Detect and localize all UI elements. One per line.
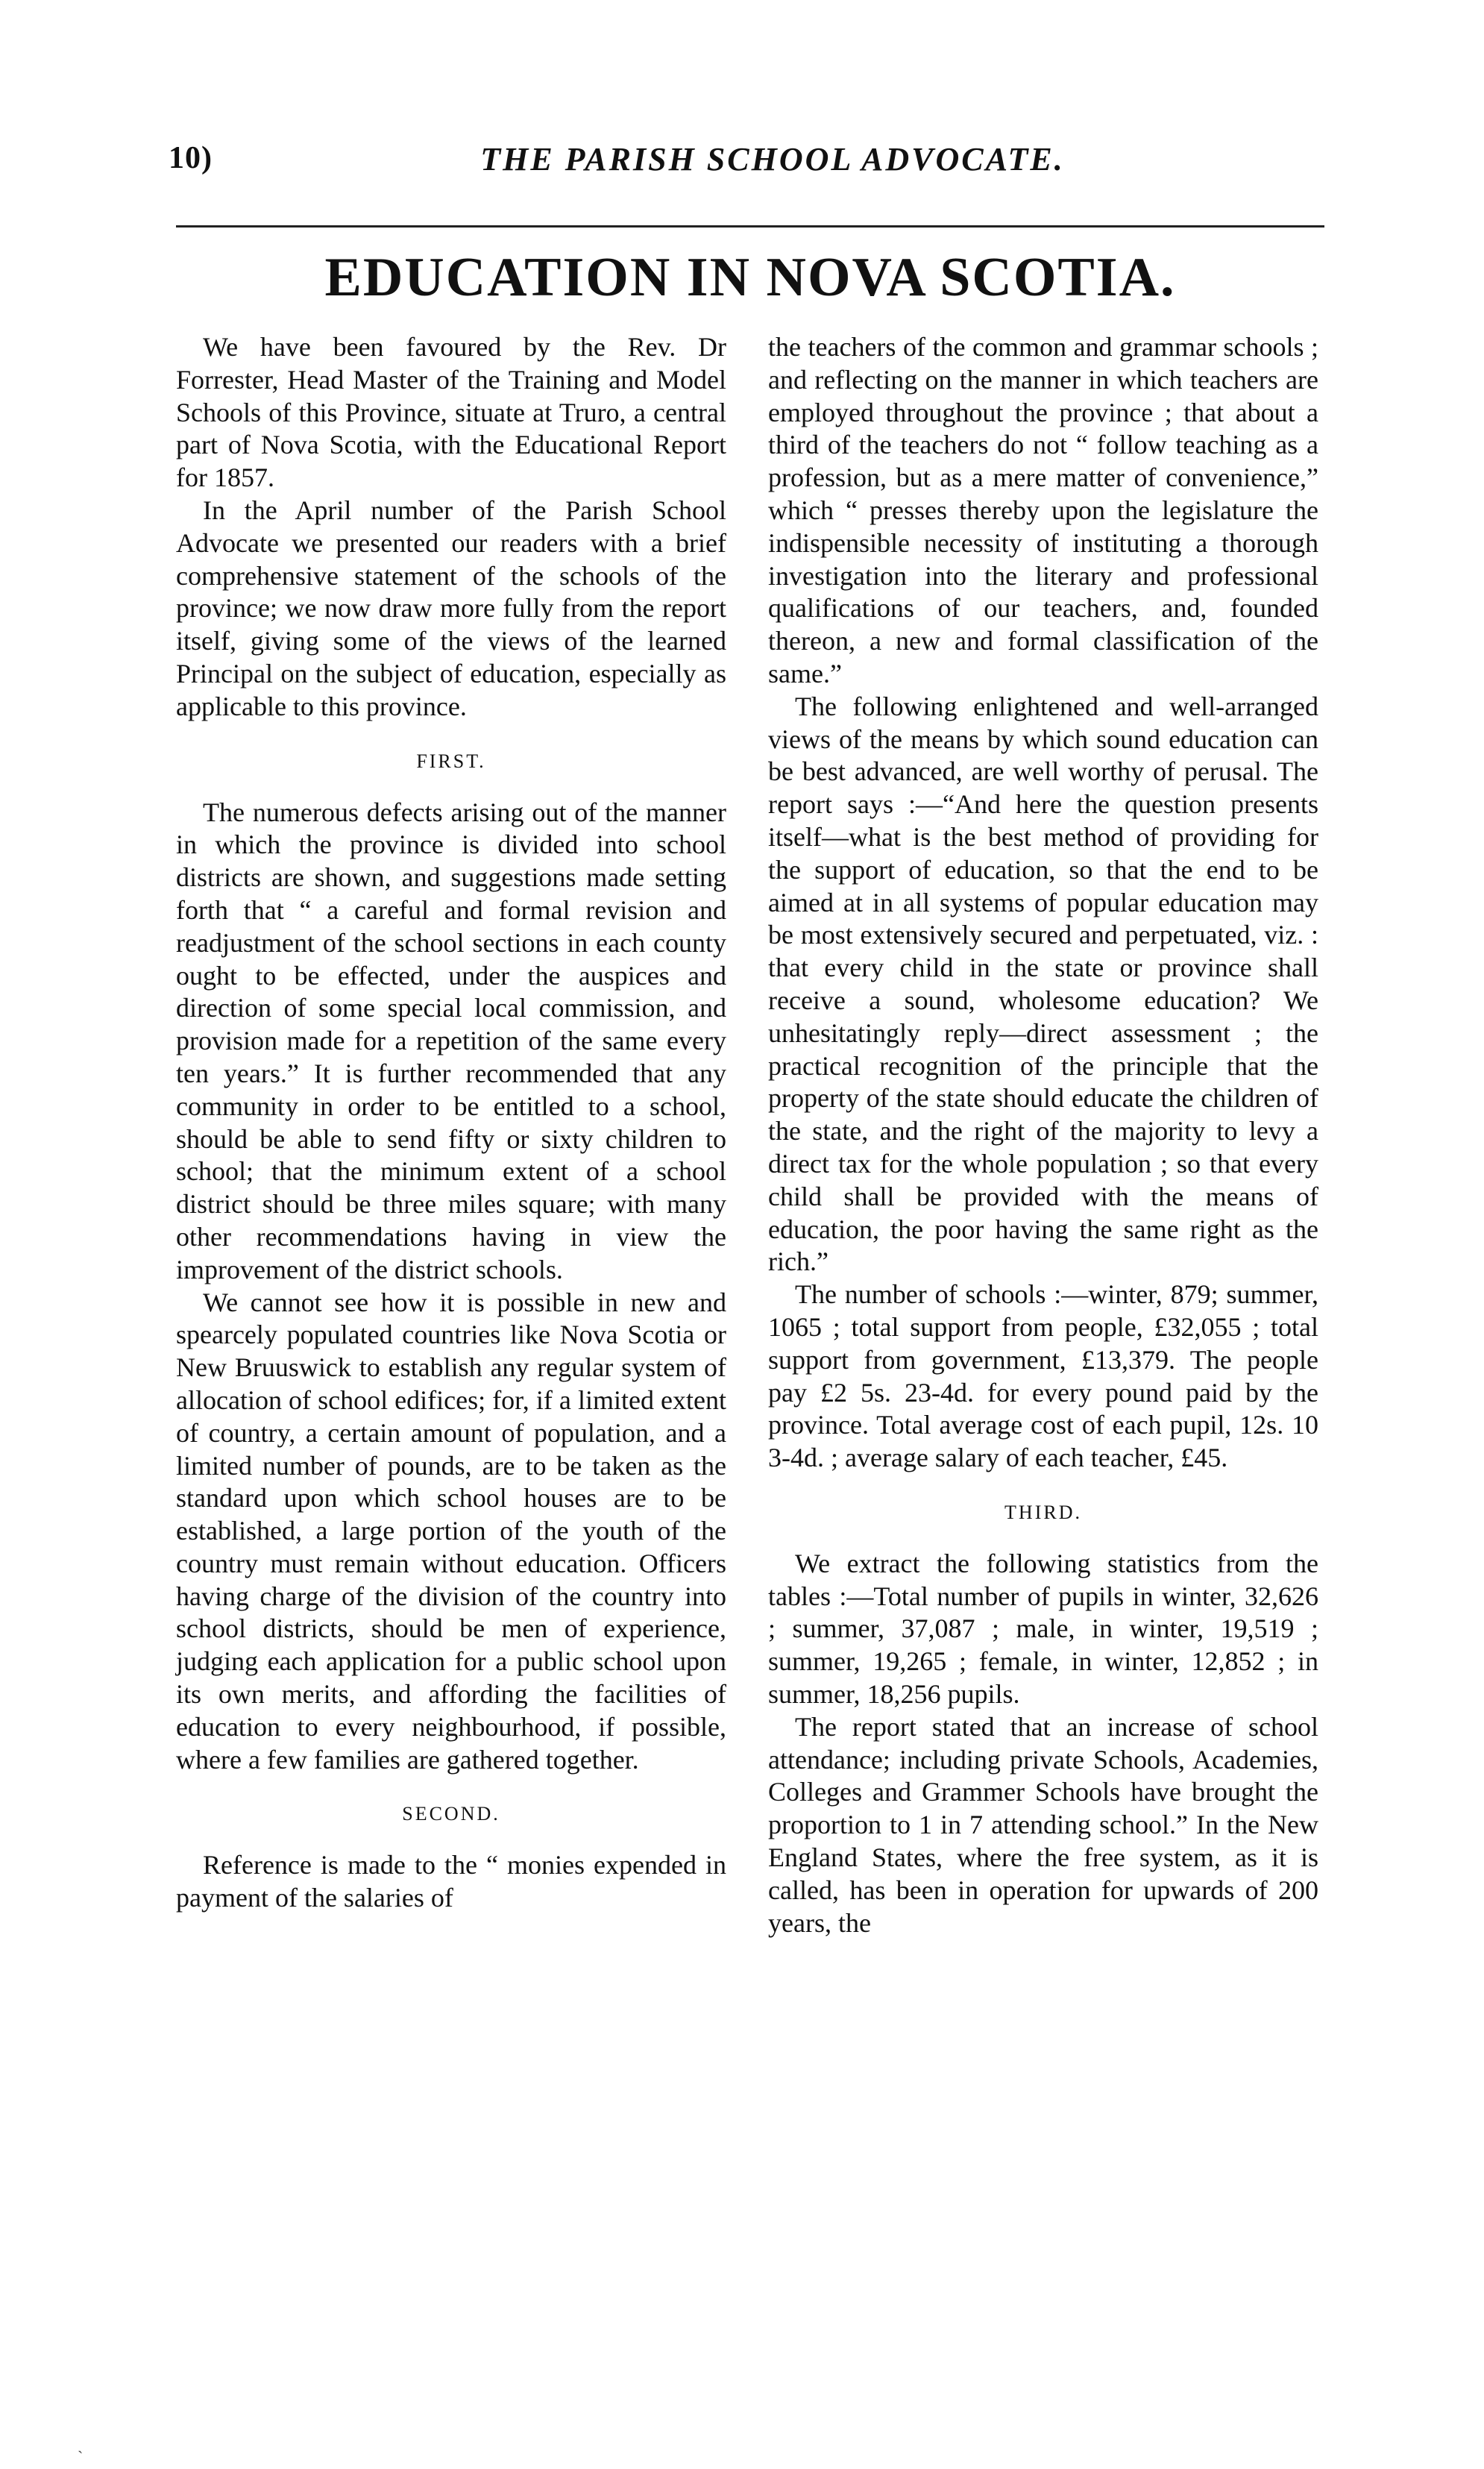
paragraph: We have been favoured by the Rev. Dr Forrester, Head Master of the Training and Model Schools of this Province, situate at Truro, a central part of Nova Scotia, with the Educational Report for 1857.: [176, 332, 726, 493]
paragraph: The number of schools :—winter, 879; summer, 1065 ; total support from people, £32,055 ; total support from government, £13,379. The people pay £2 5s. 23-4d. for every pound paid by the province. Total average cost of each pupil, 12s. 10 3-4d. ; average salary of each teacher, £45.: [768, 1279, 1318, 1473]
section-heading-third: THIRD.: [1004, 1501, 1082, 1523]
section-heading-first: FIRST.: [416, 750, 486, 772]
running-head: [169, 140, 1332, 185]
margin-mark: ˎ: [78, 2435, 84, 2453]
paragraph: In the April number of the Parish School Advocate we presented our readers with a brief comprehensive statement of the schools of the province; we now draw more fully from the report itself, giving some of the views of the learned Principal on the subject of education, especially as applicable to this province.: [176, 495, 726, 721]
header-rule: [176, 225, 1324, 228]
right-column: [768, 331, 1318, 1939]
paragraph: The following enlightened and well-arranged views of the means by which sound education can be best advanced, are well worthy of perusal. The report says :—“And here the question presents itself—what is the best method of providing for the support of education, so that the end to be aimed at in all systems of popular education may be most extensively secured and perpetuated, viz. : that every child in the state or province shall receive a sound, wholesome education? We unhesitatingly reply—direct assessment ; the practical recognition of the principle that the property of the state should educate the children of the state, and the right of the majority to levy a direct tax for the whole population ; so that every child shall be provided with the means of education, the poor having the same right as the rich.”: [768, 691, 1318, 1277]
paragraph: The numerous defects arising out of the manner in which the province is divided into school districts are shown, and suggestions made setting forth that “ a careful and formal revision and readjustment of the school sections in each county ought to be effected, under the auspices and direction of some special local commission, and provision made for a repetition of the same every ten years.” It is further recommended that any community in order to be entitled to a school, should be able to send fifty or sixty children to school; that the minimum extent of a school district should be three miles square; with many other recommendations having in view the improvement of the district schools.: [176, 797, 726, 1284]
section-heading-second: SECOND.: [402, 1803, 500, 1825]
paragraph: We extract the following statistics from the tables :—Total number of pupils in winter, 32,626 ; summer, 37,087 ; male, in winter, 19,519 ; summer, 19,265 ; female, in winter, 12,852 ; in summer, 18,256 pupils.: [768, 1548, 1318, 1710]
paragraph: We cannot see how it is possible in new and spearcely populated countries like Nova Scotia or New Bruuswick to establish any regular system of allocation of school edifices; for, if a limited extent of country, a certain amount of population, and a limited number of pounds, are to be taken as the standard upon which school houses are to be established, a large portion of the youth of the country must remain without education. Officers having charge of the division of the country into school districts, should be men of experience, judging each application for a public school upon its own merits, and affording the facilities of education to every neighbourhood, if possible, where a few families are gathered together.: [176, 1287, 726, 1775]
paragraph: Reference is made to the “ monies expended in payment of the salaries of: [176, 1850, 726, 1913]
article-title: EDUCATION IN NOVA SCOTIA.: [324, 247, 1176, 308]
page-number: 10): [169, 141, 213, 175]
paragraph: the teachers of the common and grammar schools ; and reflecting on the manner in which teachers are employed throughout the province ; that about a third of the teachers do not “ follow teaching as a profession, but as a mere matter of convenience,” which “ presses thereby upon the legislature the indispensible necessity of instituting a thorough investigation into the literary and professional qualifications of our teachers, and, founded thereon, a new and formal classification of the same.”: [768, 332, 1318, 688]
left-column: [176, 331, 726, 1915]
paragraph: The report stated that an increase of school attendance; including private Schools, Academies, Colleges and Grammer Schools have brought the proportion to 1 in 7 attending school.” In the New England States, where the free system, as it is called, has been in operation for upwards of 200 years, the: [768, 1711, 1318, 1938]
journal-title: THE PARISH SCHOOL ADVOCATE.: [480, 141, 1065, 178]
